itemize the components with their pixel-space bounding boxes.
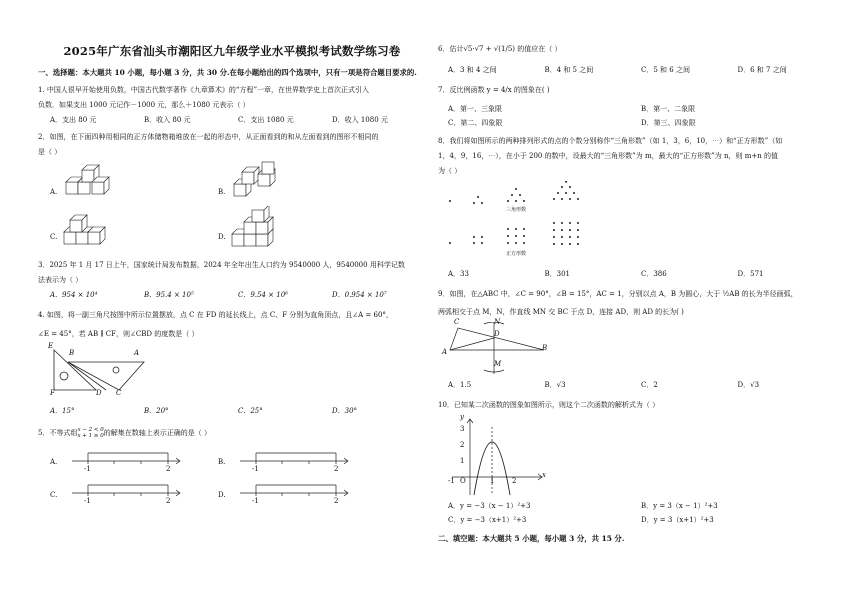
q6-option-b[interactable]: B．4 和 5 之间 xyxy=(544,66,594,74)
q2-label-d[interactable]: D. xyxy=(218,233,226,242)
q9-option-a[interactable]: A．1.5 xyxy=(448,381,472,389)
q4-option-d[interactable]: D．30° xyxy=(332,407,358,416)
q4-option-c[interactable]: C．25° xyxy=(238,407,263,416)
q10-ytick-1: 1 xyxy=(460,457,465,465)
q10-stem: 10．已知某二次函数的图象如图所示，则这个二次函数的解析式为（ ） xyxy=(438,401,660,409)
q1-option-a[interactable]: A．支出 80 元 xyxy=(50,116,97,125)
q5-system-2: x + 1 ≥ 0 xyxy=(77,433,104,440)
q8-dot-patterns xyxy=(438,179,834,267)
q5-b-tick-2: 2 xyxy=(334,465,339,474)
question-6 xyxy=(438,42,834,77)
q7-option-d[interactable]: D．第三、四象限 xyxy=(641,119,696,127)
q3-option-d[interactable]: D．0.954 × 10⁷ xyxy=(332,291,387,300)
q9-option-c[interactable]: C．2 xyxy=(641,381,658,389)
q8-stem-line3: 为（ ） xyxy=(438,167,462,175)
q2-cube-figure-d xyxy=(228,206,298,252)
q10-ytick-2: 2 xyxy=(460,441,465,449)
q4-label-d: D xyxy=(96,389,102,398)
q7-options-row2 xyxy=(438,116,834,130)
q2-label-a[interactable]: A. xyxy=(50,188,58,197)
q10-option-d[interactable]: D．y = 3（x+1）²+3 xyxy=(641,516,714,524)
q2-cube-figure-c xyxy=(60,210,130,250)
q9-option-d[interactable]: D．√3 xyxy=(737,381,760,389)
q4-stem-line1: 4. 如图，将一副三角尺按图中所示位置摆放，点 C 在 FD 的延长线上，点 C、F 分别为直角顶点，且∠A = 60°， xyxy=(38,311,393,320)
left-column xyxy=(38,0,426,509)
q1-option-d[interactable]: D．收入 1080 元 xyxy=(332,116,388,125)
q7-option-b[interactable]: B．第一、二象限 xyxy=(641,105,696,113)
q8-option-a[interactable]: A．33 xyxy=(448,270,469,278)
q6-option-d[interactable]: D．6 和 7 之间 xyxy=(737,66,787,74)
q9-stem-line1: 9．如图，在△ABC 中，∠C = 90°，∠B = 15°，AC = 1，分别以点 A，B 为圆心，大于 ½AB 的长为半径画弧， xyxy=(438,290,798,298)
question-7 xyxy=(438,83,834,130)
question-8 xyxy=(438,134,834,281)
q4-label-e: E xyxy=(48,342,54,351)
q4-label-a: A xyxy=(134,349,140,358)
q5-label-a[interactable]: A. xyxy=(50,458,58,467)
q8-stem-line1: 8．我们将如图所示的两种排列形式的点的个数分别称作“三角形数”（如 1，3，6，10，⋯）和“正方形数”（如 xyxy=(438,137,783,145)
q7-option-c[interactable]: C．第二、四象限 xyxy=(448,119,503,127)
q4-label-c: C xyxy=(116,389,122,398)
q9-label-a: A xyxy=(442,348,448,356)
q10-xtick-1: 1 xyxy=(490,477,495,485)
q4-label-b: B xyxy=(69,349,75,358)
q8-option-d[interactable]: D．571 xyxy=(737,270,764,278)
q5-stem: 5．不等式组 x − 2 < 0 x + 1 ≥ 0 的解集在数轴上表示正确的是（ ） xyxy=(38,427,212,440)
q9-label-m: M xyxy=(494,360,502,368)
q5-c-tick-neg1: -1 xyxy=(84,497,91,506)
q6-option-a[interactable]: A．3 和 4 之间 xyxy=(448,66,497,74)
q4-stem-line2: ∠E = 45°，若 AB ∥ CF，则∠CBD 的度数是（ ） xyxy=(38,330,199,339)
page-title: 2025年广东省汕头市潮阳区九年级学业水平模拟考试数学练习卷 xyxy=(63,44,401,58)
q2-label-b[interactable]: B. xyxy=(218,188,226,197)
q9-label-c: C xyxy=(454,318,460,326)
q5-number-lines xyxy=(38,441,426,509)
q10-axis-x: x xyxy=(542,471,546,479)
q5-a-tick-neg1: -1 xyxy=(84,465,91,474)
q4-option-b[interactable]: B．20° xyxy=(144,407,169,416)
q8-triangle-label: 三角形数 xyxy=(506,207,527,213)
q5-label-b[interactable]: B. xyxy=(218,458,226,467)
q10-option-b[interactable]: B．y = 3（x − 1）²+3 xyxy=(641,502,718,510)
q9-option-b[interactable]: B．√3 xyxy=(544,381,566,389)
q8-options xyxy=(438,267,834,281)
q9-stem-line2: 两弧相交于点 M，N，作直线 MN 交 BC 于点 D，连接 AD，则 AD 的长为( ) xyxy=(438,308,684,316)
q1-options xyxy=(38,113,426,127)
q4-label-f: F xyxy=(50,389,55,398)
q9-label-b: B xyxy=(542,344,548,352)
q5-a-tick-2: 2 xyxy=(166,465,171,474)
question-2 xyxy=(38,130,426,255)
q2-cube-figure-b xyxy=(228,160,298,202)
q4-figure xyxy=(38,342,426,404)
q10-ytick-3: 3 xyxy=(460,425,465,433)
q10-option-c[interactable]: C．y = −3（x+1）²+3 xyxy=(448,516,527,524)
q1-option-c[interactable]: C．支出 1080 元 xyxy=(238,116,294,125)
q3-option-a[interactable]: A．954 × 10⁴ xyxy=(50,291,98,300)
q1-option-b[interactable]: B．收入 80 元 xyxy=(144,116,191,125)
section-one-heading: 一、选择题：本大题共 10 小题，每小题 3 分，共 30 分.在每小题给出的四个选项中，只有一项是符合题目要求的. xyxy=(38,68,417,78)
question-1 xyxy=(38,83,426,127)
q1-stem-line2: 负数．如果支出 1000 元记作－1000 元，那么＋1080 元表示（ ） xyxy=(38,101,250,110)
q9-label-n: N xyxy=(494,318,501,326)
q4-option-a[interactable]: A．15° xyxy=(50,407,75,416)
q5-d-tick-neg1: -1 xyxy=(252,497,259,506)
question-4 xyxy=(38,308,426,418)
q10-xtick-neg1: -1 xyxy=(448,477,455,485)
q5-c-tick-2: 2 xyxy=(166,497,171,506)
q5-system-1: x − 2 < 0 xyxy=(77,427,104,434)
q8-stem-line2: 1，4，9，16，⋯），在小于 200 的数中，设最大的“三角形数”为 m，最大的“正方形数”为 n，则 m+n 的值 xyxy=(438,152,778,160)
q4-options xyxy=(38,404,426,418)
q10-xtick-2: 2 xyxy=(512,477,517,485)
q2-stem-line1: 2．如图，在下面四种用相同的正方体储物箱堆放在一起的形态中，从正面看到的和从左面看到的图形不相同的 xyxy=(38,133,379,142)
question-5 xyxy=(38,426,426,509)
q10-options-row1 xyxy=(438,499,834,513)
q10-graph xyxy=(438,413,834,499)
q2-cube-figure-a xyxy=(60,162,130,202)
q3-option-b[interactable]: B．95.4 × 10⁵ xyxy=(144,291,194,300)
question-3 xyxy=(38,258,426,302)
q8-option-c[interactable]: C．386 xyxy=(641,270,667,278)
q8-option-b[interactable]: B．301 xyxy=(544,270,571,278)
q3-options xyxy=(38,288,426,302)
q6-option-c[interactable]: C．5 和 6 之间 xyxy=(641,66,690,74)
section-two-heading: 二、填空题：本大题共 5 小题，每小题 3 分，共 15 分. xyxy=(438,534,625,543)
question-10 xyxy=(438,398,834,527)
q5-label-d[interactable]: D. xyxy=(218,491,226,500)
q7-stem: 7．反比例函数 y = 4/x 的图象在( ) xyxy=(438,86,550,94)
q3-option-c[interactable]: C．9.54 × 10⁶ xyxy=(238,291,288,300)
q2-figures xyxy=(38,160,426,255)
q10-origin: O xyxy=(460,477,466,485)
q2-stem-line2: 是（ ） xyxy=(38,148,62,157)
right-column xyxy=(438,0,834,546)
q9-figure xyxy=(438,320,834,374)
q2-label-c[interactable]: C. xyxy=(50,233,58,242)
q3-stem-line2: 法表示为（ ） xyxy=(38,276,83,285)
q6-stem: 6．估计√5·√7 + √(1/5) 的值应在（ ） xyxy=(438,45,562,53)
q8-square-label: 正方形数 xyxy=(506,251,527,257)
q7-option-a[interactable]: A．第一、三象限 xyxy=(448,105,503,113)
q10-options-row2 xyxy=(438,513,834,527)
q7-options-row1 xyxy=(438,102,834,116)
q10-axis-y: y xyxy=(460,413,464,421)
q10-option-a[interactable]: A．y = −3（x − 1）²+3 xyxy=(448,502,531,510)
q3-stem-line1: 3．2025 年 1 月 17 日上午，国家统计局发布数据，2024 年全年出生人口约为 9540000 人，9540000 用科学记数 xyxy=(38,261,405,270)
q1-stem-line1: 1. 中国人很早开始使用负数，中国古代数学著作《九章算术》的“方程”一章，在世界数学史上首次正式引入 xyxy=(38,86,370,95)
q9-options xyxy=(438,378,834,392)
question-9 xyxy=(438,287,834,392)
q6-options xyxy=(438,63,834,77)
q9-label-d: D xyxy=(494,330,500,338)
q5-b-tick-neg1: -1 xyxy=(252,465,259,474)
q5-d-tick-2: 2 xyxy=(334,497,339,506)
q5-label-c[interactable]: C. xyxy=(50,491,58,500)
